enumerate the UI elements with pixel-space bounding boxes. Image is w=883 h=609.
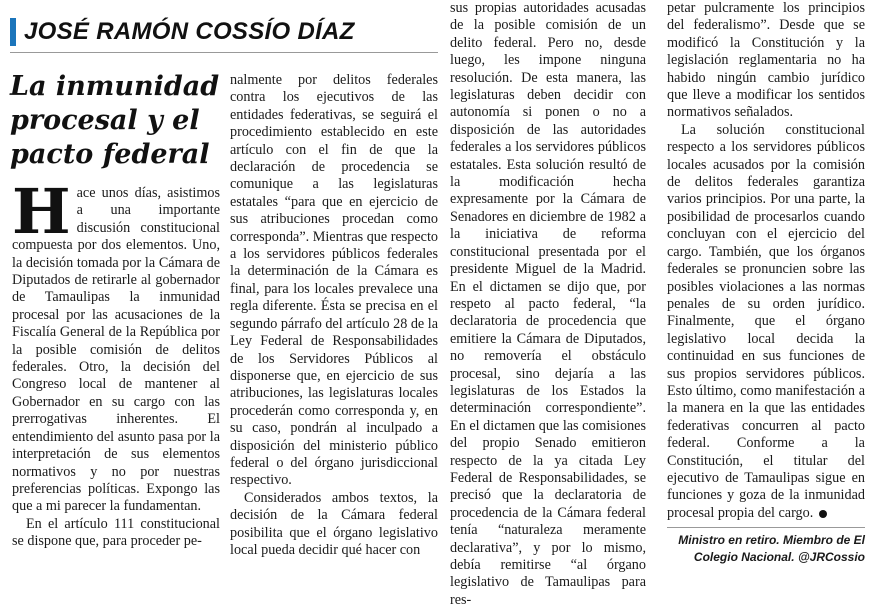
article-title: La inmunidad procesal y el pacto federal [10, 71, 220, 170]
end-mark-icon [819, 510, 827, 518]
paragraph: nalmente por delitos federales contra los ejecutivos de las entidades federativas, se seguirá el procedimiento establecido en este artículo con el fin de que la declaración de procedencia se comunique a las legislaturas estatales “para que en ejercicio de sus atribuciones procedan como corresponda”. Mientras que respecto a los servidores públicos federales la determinación de la Cámara es final, para los locales prevalece una regla diferente. Ésta se precisa en el segundo párrafo del artículo 28 de la Ley Federal de Responsabilidades de los Servidores Públicos al disponerse que, en ejercicio de sus atribuciones, las legislaturas locales procederán como corresponda y, en su caso, pondrán al inculpado a disposición del ministerio público federal o del órgano jurisdiccional respectivo. [230, 72, 439, 489]
article-column-2 [230, 72, 439, 558]
paragraph-closing [667, 122, 865, 522]
author-accent-bar [10, 18, 16, 46]
author-divider [10, 52, 438, 53]
article-column-4 [667, 0, 865, 565]
paragraph: Considerados ambos textos, la decisión de la Cámara federal posibilita que el órgano legislativo local pueda decidir qué hacer con [230, 489, 438, 558]
paragraph: sus propias autoridades acusadas de la posible comisión de un delito federal. Pero no, desde luego, les impone ninguna resolución. De esta manera, las legislaturas deben decidir con autonomía si ponen o no a disposición de las autoridades federales a los servidores públicos estatales. Esta solución resultó de la modificación hecha expresamente por la Cámara de Senadores en diciembre de 1982 a la iniciativa de reforma constitucional presentada por el presidente Miguel de la Madrid. En el dictamen se dijo que, por respeto al pacto federal, “la declaratoria de procedencia que emitiere la Cámara de Diputados, no removería el obstáculo procesal, sino dejaría a las legislaturas de los Estados la determinación correspondiente”. En el dictamen que las comisiones del propio Senado emitieron respecto de la ya citada Ley Federal de Responsabilidades, se precisó que la declaratoria de procedencia de la Cámara federal tenía “naturaleza meramente declarativa”, y por lo mismo, debía remitirse “al órgano legislativo de Tamaulipas para res- [450, 0, 646, 608]
paragraph: petar pulcramente los principios del federalismo”. Desde que se modificó la Constitución y la legislación reglamentaria no ha habido ningún cambio jurídico que lleve a modificar los sentidos normativos señalados. [667, 0, 865, 121]
author-byline: Ministro en retiro. Miembro de El Colegio Nacional. @JRCossio [678, 533, 865, 565]
paragraph-intro: ace unos días, asistimos a una importante discusión constitucional compuesta por dos elementos. Uno, la decisión tomada por la Cámara de Diputados de retirarle al gobernador de Tamaulipas la inmunidad procesal por las acusaciones de la Fiscalía General de la República por la posible comisión de delitos federales. Otro, la decisión del Congreso local de mantener al Gobernador en su cargo con las prerrogativas inherentes. El entendimiento del asunto pasa por la interpretación de sus elementos normativos y no por nuestras preferencias políticas. Expongo las que a mi parecer la fundamentan. [12, 185, 220, 515]
paragraph-text: La solución constitucional respecto a los servidores públicos locales acusados por la comisión de delitos federales garantiza varios principios. Por una parte, la posibilidad de procesarlos cuando concluyan con el ejercicio del cargo. También, que los órganos federales se pronuncien sobre las posibles violaciones a las normas penales de su orden jurídico. Finalmente, que el órgano legislativo local decida la continuidad en sus funciones de sus propios servidores públicos. Esto último, como manifestación a la manera en la que las entidades federativas concurren al pacto federal. Conforme a la Constitución, el titular del ejecutivo de Tamaulipas sigue en funciones y goza de la inmunidad procesal propia del cargo. [667, 121, 865, 521]
author-name: JOSÉ RAMÓN COSSÍO DÍAZ [24, 18, 355, 45]
article-column-1 [12, 175, 220, 551]
paragraph: En el artículo 111 constitucional se dispone que, para proceder pe- [12, 515, 220, 550]
article-column-3 [450, 0, 646, 608]
drop-cap: H [12, 175, 71, 248]
byline-divider [667, 527, 865, 528]
